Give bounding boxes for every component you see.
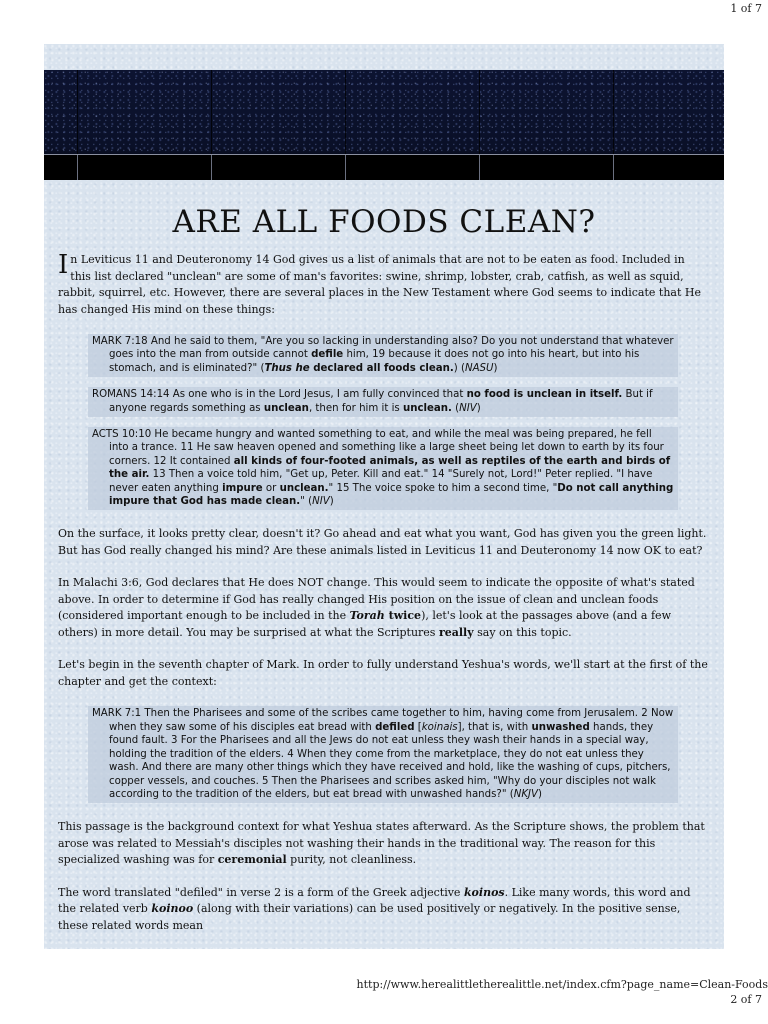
page-title: ARE ALL FOODS CLEAN? <box>172 204 596 240</box>
drop-cap: I <box>58 250 69 280</box>
scripture-quote-romans-14-14: ROMANS 14:14 As one who is in the Lord Jesus, I am fully convinced that no food is unclean in itself. But if anyone regards something as unclean, then for him it is unclean. (NIV) <box>88 387 678 417</box>
malachi-paragraph: In Malachi 3:6, God declares that He does NOT change. This would seem to indicate the opposite of what's stated above. In order to determine if God has really changed His position on the issue of clean and unclean foods (considered important enough to be included in the Torah twice), let's look at the passages above (and a few others) in more detail. You may be surprised at what the Scriptures really say on this topic. <box>58 576 695 639</box>
background-paragraph: This passage is the background context for what Yeshua states afterward. As the Scripture shows, the problem that arose was related to Messiah's disciples not washing their hands in the traditional way. The reason for this specialized washing was for ceremonial purity, not cleanliness. <box>58 820 705 867</box>
koinos-paragraph: The word translated "defiled" in verse 2 is a form of the Greek adjective koinos. Like many words, this word and the related verb koinoo (along with their variations) can be used positively or negatively. In the positive sense, these related words mean <box>58 885 691 932</box>
scripture-quote-mark-7-1: MARK 7:1 Then the Pharisees and some of the scribes came together to him, having come from Jerusalem. 2 Now when they saw some of his disciples eat bread with defiled [koinais], that is, with unwashed hands, they found fault. 3 For the Pharisees and all the Jews do not eat unless they wash their hands in a special way, holding the tradition of the elders. 4 When they come from the marketplace, they do not eat unless they wash. And there are many other things which they have received and hold, like the washing of cups, pitchers, copper vessels, and couches. 5 Then the Pharisees and scribes asked him, "Why do your disciples not walk according to the tradition of the elders, but eat bread with unwashed hands?" (NKJV) <box>88 706 678 803</box>
scripture-quote-acts-10-10: ACTS 10:10 He became hungry and wanted something to eat, and while the meal was being prepared, he fell into a trance. 11 He saw heaven opened and something like a large sheet being let down to earth by its four corners. 12 It contained all kinds of four-footed animals, as well as reptiles of the earth and birds of the air. 13 Then a voice told him, "Get up, Peter. Kill and eat." 14 "Surely not, Lord!" Peter replied. "I have never eaten anything impure or unclean." 15 The voice spoke to him a second time, "Do not call anything impure that God has made clean." (NIV) <box>88 427 678 510</box>
source-url[interactable]: http://www.herealittletherealittle.net/index.cfm?page_name=Clean-Foods <box>356 978 768 991</box>
article-body <box>58 252 708 949</box>
intro-paragraph: In Leviticus 11 and Deuteronomy 14 God gives us a list of animals that are not to be eaten as food. Included in this list declared "unclean" are some of man's favorites: swine, shrimp, lobster, crab, catfish, as well as squid, rabbit, squirrel, etc. However, there are several places in the New Testament where God seems to indicate that He has changed His mind on these things: <box>58 250 701 316</box>
header-banner-image <box>44 70 724 180</box>
scripture-quote-mark-7-18: MARK 7:18 And he said to them, "Are you so lacking in understanding also? Do you not understand that whatever goes into the man from outside cannot defile him, 19 because it does not go into his heart, but into his stomach, and is eliminated?" (Thus he declared all foods clean.) (NASU) <box>88 334 678 377</box>
page-number-top: 1 of 7 <box>730 2 762 15</box>
surface-paragraph: On the surface, it looks pretty clear, doesn't it? Go ahead and eat what you want, God has given you the green light. But has God really changed his mind? Are these animals listed in Leviticus 11 and Deuteronomy 14 now OK to eat? <box>58 527 707 557</box>
article-panel <box>44 44 724 949</box>
page-number-bottom: 2 of 7 <box>730 993 762 1006</box>
mark-intro-paragraph: Let's begin in the seventh chapter of Mark. In order to fully understand Yeshua's words, we'll start at the first of the chapter and get the context: <box>58 658 708 688</box>
